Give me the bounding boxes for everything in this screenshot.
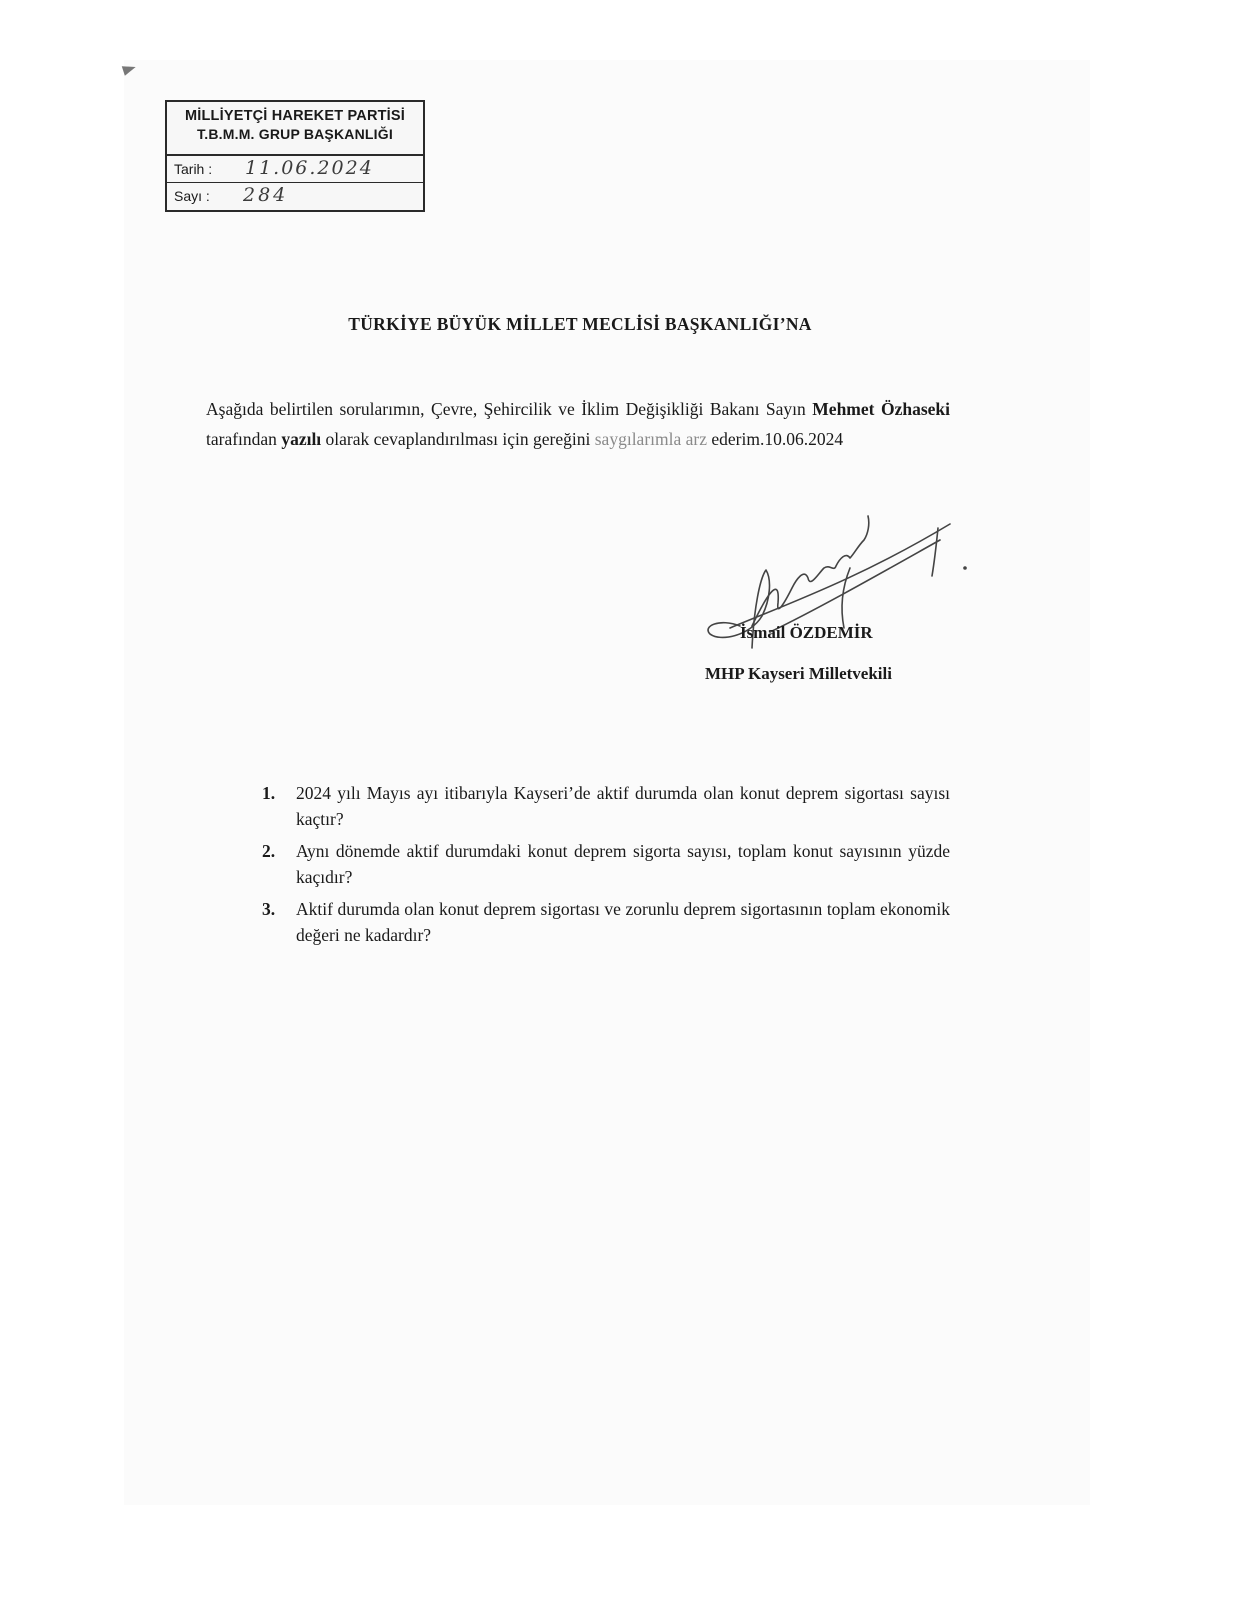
list-item [262, 780, 950, 832]
registry-stamp [165, 100, 425, 212]
intro-text-2: tarafından [206, 429, 282, 449]
question-list [262, 780, 950, 954]
document-heading: TÜRKİYE BÜYÜK MİLLET MECLİSİ BAŞKANLIĞI’NA [348, 314, 812, 334]
stamp-number-value: 284 [243, 184, 289, 206]
question-text: Aynı dönemde aktif durumdaki konut deprem sigorta sayısı, toplam konut sayısının yüzde kaçıdır? [296, 841, 950, 887]
list-item [262, 896, 950, 948]
minister-name: Mehmet Özhaseki [812, 399, 950, 419]
list-item [262, 838, 950, 890]
stamp-date-value: 11.06.2024 [245, 157, 374, 179]
intro-text-3: olarak cevaplandırılması için gereğini [321, 429, 595, 449]
intro-text-4: ederim.10.06.2024 [707, 429, 844, 449]
emphasis-written: yazılı [281, 429, 322, 449]
intro-paragraph [206, 394, 950, 454]
stamp-org-line2: T.B.M.M. GRUP BAŞKANLIĞI [197, 126, 393, 142]
stamp-title [167, 102, 423, 156]
intro-faded-text: saygılarımla arz [594, 429, 707, 449]
intro-text-1: Aşağıda belirtilen sorularımın, Çevre, Şehircilik ve İklim Değişikliği Bakanı Sayın [206, 399, 813, 419]
question-text: 2024 yılı Mayıs ayı itibarıyla Kayseri’de aktif durumda olan konut deprem sigortası sayısı kaçtır? [296, 783, 950, 829]
question-number: 3. [262, 899, 276, 919]
stamp-number-row [167, 183, 423, 209]
question-text: Aktif durumda olan konut deprem sigortası ve zorunlu deprem sigortasının toplam ekonomik değeri ne kadardır? [296, 899, 950, 945]
stamp-number-label: Sayı : [174, 188, 210, 204]
stamp-date-label: Tarih : [174, 161, 213, 177]
question-number: 2. [262, 841, 276, 861]
stamp-date-row [167, 156, 423, 183]
question-number: 1. [262, 783, 276, 803]
signatory-name: İsmail ÖZDEMİR [740, 623, 873, 642]
stamp-org-line1: MİLLİYETÇİ HAREKET PARTİSİ [184, 108, 406, 124]
signatory-title: MHP Kayseri Milletvekili [705, 664, 892, 683]
